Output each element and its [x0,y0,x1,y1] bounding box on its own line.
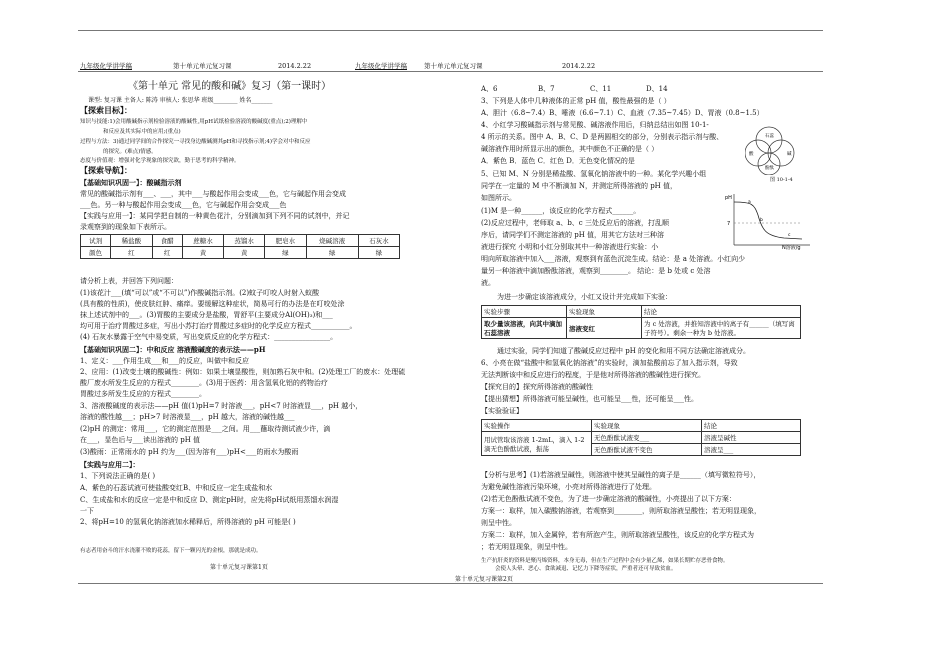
q7-line1: 【分析与思考】(1)若溶液呈碱性，则溶液中使其呈碱性的离子是______（填写微粒符号）， [481,471,761,479]
graph-point-a: a [748,200,751,205]
question-line1: (1)该花汁___(填“可以”或“不可以”)作酸碱指示剂。(2)蚊子叮咬人时射入蚁酸 [80,289,320,297]
header-right-date: 2014.2.22 [562,62,596,70]
q5-line3: 如图所示。 [481,194,516,202]
venn-diagram [745,125,815,175]
question-line3: 抹上述试剂中的___。(3)胃酸的主要成分是盐酸，胃舒平(主要成分Al(OH)₃)和___ [80,311,333,319]
q6-line1: 通过实验，同学们知道了酸碱反应过程中 pH 的变化和用不同方法确定溶液成分。 [497,347,751,355]
q5-line10: 液。 [481,279,495,287]
q7-line5: 则呈中性。 [481,519,516,527]
table-cell: 黄 [182,247,223,259]
table-cell: 无色酚酞试液变___ [592,432,702,444]
table-cell: 颜色 [81,247,111,259]
venn-label-acid: 酸 [749,152,754,157]
goal-line-1: 知识与技能:1)会用酸碱指示剂检验溶液的酸碱性,用pH试纸检验溶液的酸碱度(重点);2)理解中 [80,119,308,125]
table-cell: 为 c 处溶液，并推知溶液中的离子有______（填写离子符号）。剩余一种为 b 处溶液。 [642,318,801,339]
practice2-line5: 2、将pH=10 的氢氧化钠溶液加水稀释后，所得溶液的 pH 可能是( ) [80,518,296,526]
table-row [81,235,400,247]
top-rule [78,30,823,31]
knowledge2-line1: 1、定义：___作用生成___和___的反应，叫做中和反应 [80,357,249,365]
goal-line-2b: 的探究。(难点)情感。 [103,149,157,155]
q4-line2: 4 所示的关系。图中 A、B、C、D 是两圆相交的部分，分别表示指示剂与酸、 [481,133,724,141]
knowledge2-line7: (2)pH 的测定：常用___，它的测定范围是___之间。用___蘸取待测试液少许，滴 [80,425,331,433]
page-title: 《第十单元 常见的酸和碱》复习（第一课时） [128,81,332,92]
option-b: B、7 [538,85,555,93]
graph-xlabel: N溶液/g [782,245,801,250]
q3-options: A、胆汁（6.8~7.4）B、唾液（6.6~7.1）C、血液（7.35~7.45）D、胃液（0.8~1.5） [481,109,764,117]
lesson-info: 课型: 复习课 主备人: 陈涛 审核人: 张思华 班级________ 姓名_______ [88,97,273,104]
table-cell: 无色酚酞试液不变色 [592,444,702,456]
q3-line: 3、下列是人体中几种液体的正常 pH 值，酸性最强的是（ ） [481,97,671,105]
goal-line-2: 过程与方法：3)通过同学间的合作探究一寻找身边酸碱测其pH和寻找指示剂;4)学会对中和反应 [80,139,311,145]
table-cell: 烧碱溶液 [306,235,358,247]
flower-juice-table [80,234,400,259]
table-row [81,247,400,259]
table-cell: 绿 [358,247,399,259]
q7-line4: 方案一：取样，加入碳酸钠溶液，若观察到________，则所取溶液呈酸性；若无明显现象， [481,507,761,515]
table-cell: 试剂 [81,235,111,247]
graph-point-c: c [788,233,791,238]
table-row [482,318,801,339]
q4-options: A．紫色 B．蓝色 C．红色 D．无色变化情况的是 [481,157,635,165]
knowledge2-line3: 酸厂废水所发生反应的方程式________。(3)用于医药：用含氢氧化铝的药物治疗 [80,379,328,387]
table-row [482,432,801,444]
table-cell: 红 [111,247,152,259]
table-header: 实验现象 [567,306,642,318]
q7-line2: 为避免碱性溶液污染环境，小亮对所得溶液进行了处理。 [481,483,656,491]
header-left-school: 九年级化学讲学稿 [80,62,132,70]
knowledge2-line8: 在___，显色后与___读出溶液的 pH 值 [80,436,201,444]
q5-line1: 5、已知 M、N 分别是稀盐酸、氢氧化钠溶液中的一种。某化学兴趣小组 [481,170,707,178]
table-header: 实验操作 [482,420,592,432]
table-cell: 蔗糖水 [182,235,223,247]
table-cell: 蒸馏水 [224,235,265,247]
venn-label-phenol: 酚酞 [765,166,774,171]
left-footer-note: 有志者用奋斗的汗水浇灌不败的花蕊，留下一颗闪光的金根，那就是成功。 [80,548,262,554]
table-cell: 溶液变红 [567,318,642,339]
table-row [482,306,801,318]
practice1-line2: 录观察到的现象如下表所示。 [80,223,171,231]
venn-circle-phenol [758,153,780,175]
graph-y7-label: 7 [727,221,731,227]
experiment-table-1 [481,305,801,339]
question-line4: 均可用于治疗胃酸过多症，写出小苏打治疗胃酸过多症时的化学反应方程式___________。 [80,322,357,330]
q5-line8: 明向所取溶液中加入___溶液，观察到有蓝色沉淀生成。结论：是 a 处溶液。小红向少 [481,255,746,263]
practice2-line2: A、紫色的石蕊试液可使盐酸变红B、中和反应一定生成盐和水 [80,484,273,492]
knowledge1-line1: 常见的酸碱指示剂有___、___，其中___与酸起作用会变成___色，它与碱起作用会变成 [80,190,346,198]
knowledge1-line2: ___色。另一种与酸起作用会变成___色，它与碱起作用会变成___色 [80,201,287,209]
q7-line3: (2)若无色酚酞试液不变色，为了进一步确定溶液的酸碱性，小亮提出了以下方案： [481,495,736,503]
graph-point-b: b [760,218,763,223]
q4-line3: 碱溶液作用时所显示出的颜色，其中颜色不正确的是（ ） [481,145,659,153]
table-cell: 红 [152,247,182,259]
table-cell: 绿 [265,247,306,259]
table-cell: 黄 [224,247,265,259]
knowledge2-line6: 溶液的酸性越___；pH>7 时溶液显___，pH 越大，溶液的碱性越___ [80,413,295,421]
experiment-intro: 为进一步确定该溶液成分，小红又设计并完成如下实验： [497,293,672,301]
table-cell: 稀盐酸 [111,235,152,247]
q7-line6: 方案二：取样，加入金属锌，若有所泡产生，则所取溶液呈酸性，该反应的化学方程式为 [481,531,754,539]
question-line5: (4) 石灰水暴露于空气中易变质，写出变质反应的化学方程式：________________。 [80,333,338,341]
graph-ph-curve [734,202,802,239]
table-cell: 石灰水 [358,235,399,247]
ph-curve-graph [722,190,817,250]
knowledge2-line9: (3)酸雨：正常雨水的 pH 约为___(因为溶有___)pH<___的雨水为酸雨 [80,448,299,456]
figure-caption: 图 10-1-4 [770,177,793,183]
q5-line9: 量另一种溶液中滴加酚酞溶液，观察到________。 结论：是 b 处或 c 处溶 [481,267,711,275]
left-page-number: 第十单元复习课第1页 [210,564,268,571]
option-c: C、11 [590,85,612,93]
q6-line6: 【实验验证】 [481,407,523,415]
right-footer-note-1: 生产抗肝炎的资料是聚丙烯资料，本身无毒，但在生产过程中会有少量乙烯，如果长期贮存恶骨食物。 [481,558,729,564]
knowledge1-heading: 【基础知识巩固一】：酸碱指示剂 [80,178,182,187]
q6-line5: 【提出猜想】所得溶液可能呈碱性，也可能呈___性，还可能呈___性。 [481,395,698,403]
table-header: 结论 [642,306,801,318]
guide-heading: 【探索导航】： [80,165,132,175]
practice2-line4: 一下 [80,507,94,515]
table-cell: 食醋 [152,235,182,247]
graph-ylabel: pH [725,195,732,201]
q5-line4: (1)M 是一种______，该反应的化学方程式______。 [481,207,641,215]
q7-line7: ；若无明显现象，则呈中性。 [481,543,572,551]
header-right-title: 第十单元单元复习课 [424,62,483,70]
table-header: 实验现象 [592,420,702,432]
table-header: 实验步骤 [482,306,567,318]
experiment-table-2 [481,419,801,456]
table-row [482,420,801,432]
q5-line7: 液进行探究 小明和小红分别取其中一种溶液进行实验：小 [481,243,659,251]
knowledge2-line2: 2、应用：(1)改变土壤的酸碱性：例如：如果土壤显酸性，则加熟石灰中和。(2)处理工厂的废水：处理硫 [80,368,406,376]
goal-heading: 【探索目标】： [80,105,132,115]
header-right-school: 九年级化学讲学稿 [355,62,407,70]
header-left-date: 2014.2.22 [278,62,312,70]
q6-line4: 【探究目的】探究所得溶液的酸碱性 [481,383,593,391]
practice2-heading: 【实践与应用二】： [80,460,140,469]
q6-line2: 6、小亮在做“盐酸中和氢氧化钠溶液”的实验时，滴加盐酸前忘了加入指示剂，导致 [481,359,738,367]
right-page-number: 第十单元复习课第2页 [455,576,513,583]
q5-line5: (2)反应过程中，老师取 a、b、c 三处反应后的溶液，打乱顺 [481,219,669,227]
knowledge2-line4: 胃酸过多所发生反应的方程式________。 [80,390,206,398]
option-a: A、6 [481,85,498,93]
q4-line1: 4、小红学习酸碱指示剂与常见酸、碱溶液作用后，归纳总结出如图 10-1- [481,121,709,129]
practice2-line1: 1、下列说法正确的是( ) [80,472,156,480]
question-intro: 请分析上表，并回答下列问题： [80,277,178,285]
venn-label-litmus: 石蕊 [765,134,774,139]
table-header: 结论 [702,420,801,432]
venn-label-base: 碱 [787,152,792,157]
header-left-title: 第十单元单元复习课 [173,62,232,70]
option-d: D、14 [646,85,668,93]
knowledge2-line5: 3、溶液酸碱度的表示法——pH 值(1)pH=7 时溶液___，pH<7 时溶液显___，pH 越小， [80,402,363,410]
right-footer-note-2: 会使人头晕、恶心、食欲减退、记忆力下降等症状，严重者还可导致贫血。 [495,566,677,572]
q5-line6: 序后，请同学们不测定溶液的 pH 值，用其它方法对三种溶 [481,231,665,239]
table-cell: 溶液呈___ [702,444,801,456]
table-cell: 用试管取该溶液 1-2mL，滴入 1-2 滴无色酚酞试液，振荡 [482,432,592,456]
goal-line-3: 态度与价值观：增强对化学现象的探究欲，勤于思考的科学精神。 [80,158,240,164]
footer-rule [78,583,823,584]
practice1-line1: 【实践与应用一】：某同学把自制的一种黄色花汁，分别滴加到下列不同的试剂中，并记 [80,212,350,220]
q5-line2: 同学在一定量的 M 中不断滴加 N，并测定所得溶液的 pH 值， [481,182,678,190]
table-cell: 肥皂水 [265,235,306,247]
table-cell: 取少量该溶液，向其中滴加石蕊溶液 [482,318,567,339]
table-cell: 溶液呈碱性 [702,432,801,444]
table-cell: 绿 [306,247,358,259]
goal-line-1b: 和反应及其实际中的应用;(重点) [103,129,181,135]
knowledge2-heading: 【基础知识巩固二】：中和反应 溶液酸碱度的表示法——pH [80,345,266,354]
q6-line3: 无法判断该中和反应进行的程度，于是他对所得溶液的酸碱性进行探究。 [481,371,705,379]
practice2-line3: C、生成盐和水的反应一定是中和反应 D、测定pH时，应先将pH试纸用蒸馏水润湿 [80,496,339,504]
question-line2: (具有酸的性质)，使皮肤红肿、痛痒。要缓解这种症状，简易可行的办法是在叮咬处涂 [80,300,345,308]
